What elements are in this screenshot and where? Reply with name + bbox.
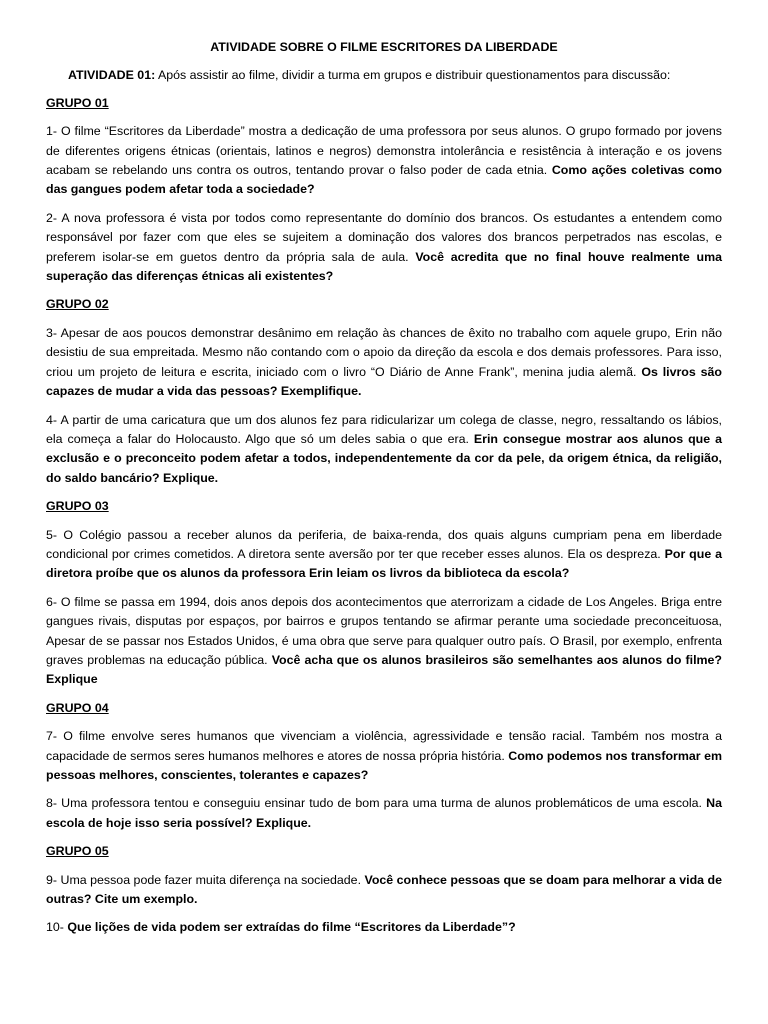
group-heading: GRUPO 01 bbox=[46, 95, 109, 110]
question-6 bbox=[46, 593, 722, 690]
activity-intro bbox=[68, 66, 722, 85]
question-7 bbox=[46, 727, 722, 785]
question-text: 4- A partir de uma caricatura que um dos alunos fez para ridicularizar um colega de classe, negro, ressaltando os lábios, ela começa a falar do Holocausto. Algo que só um deles sabia o que era. bbox=[46, 412, 722, 446]
question-prompt: Você conhece pessoas que se doam para melhorar a vida de outras? Cite um exemplo. bbox=[46, 872, 722, 907]
question-text: 6- O filme se passa em 1994, dois anos depois dos acontecimentos que aterrorizam a cidade de Los Angeles. Briga entre gangues rivais, disputas por espaços, por bairros e grupos tentando se afirmar perante uma sociedade preconceituosa, Apesar de se passar nos Estados Unidos, é uma obra que serve para qualquer outro país. O Brasil, por exemplo, enfrenta graves problemas na educação pública. bbox=[46, 594, 722, 667]
question-text: 8- Uma professora tentou e conseguiu ensinar tudo de bom para uma turma de alunos problemáticos de uma escola. bbox=[46, 796, 707, 811]
activity-label: ATIVIDADE 01: bbox=[68, 68, 156, 83]
question-prompt: Na escola de hoje isso seria possível? Explique. bbox=[46, 796, 722, 830]
question-10 bbox=[46, 918, 722, 937]
question-prompt: Por que a diretora proíbe que os alunos da professora Erin leiam os livros da biblioteca da escola? bbox=[46, 546, 722, 581]
group-heading: GRUPO 02 bbox=[46, 297, 109, 312]
question-text: 7- O filme envolve seres humanos que vivenciam a violência, agressividade e tensão racial. Também nos mostra a capacidade de sermos seres humanos melhores e atores de nossa própria história. bbox=[46, 729, 722, 763]
question-prompt: Erin consegue mostrar aos alunos que a exclusão e o preconceito podem afetar a todos, independentemente da cor da pele, da origem étnica, da religião, do saldo bancário? Explique. bbox=[46, 431, 722, 485]
question-9 bbox=[46, 871, 722, 910]
question-text: 5- O Colégio passou a receber alunos da periferia, de baixa-renda, dos quais alguns cumpriam pena em liberdade condicional por crimes cometidos. A diretora sente aversão por ter que receber esses alunos. Ela os despreza. bbox=[46, 527, 722, 561]
question-3 bbox=[46, 324, 722, 402]
document-title: ATIVIDADE SOBRE O FILME ESCRITORES DA LIBERDADE bbox=[210, 40, 558, 54]
question-text: 3- Apesar de aos poucos demonstrar desânimo em relação às chances de êxito no trabalho com aquele grupo, Erin não desistiu de sua empreitada. Mesmo não contando com o apoio da direção da escola e dos demais professores. Para isso, criou um projeto de leitura e escrita, iniciado com o livro “O Diário de Anne Frank”, menina judia alemã. bbox=[46, 325, 722, 379]
question-prompt: Que lições de vida podem ser extraídas do filme “Escritores da Liberdade”? bbox=[67, 920, 516, 935]
question-prompt: Como ações coletivas como das gangues podem afetar toda a sociedade? bbox=[46, 163, 722, 197]
question-5 bbox=[46, 526, 722, 584]
question-2 bbox=[46, 209, 722, 287]
question-text: 2- A nova professora é vista por todos como representante do domínio dos brancos. Os estudantes a entendem como responsável por fazer com que eles se sujeitem a dominação dos valores dos brancos perpetrados nas escolas, e preferem isolar-se em guetos dentro da própria sala de aula. bbox=[46, 210, 722, 264]
question-text: 1- O filme “Escritores da Liberdade” mostra a dedicação de uma professora por seus alunos. O grupo formado por jovens de diferentes origens étnicas (orientais, latinos e negros) demonstra intolerância e resistência à interação e os jovens acabam se rebelando uns contra os outros, tentando provar o falso poder de cada etnia. bbox=[46, 124, 722, 178]
question-prompt: Você acredita que no final houve realmente uma superação das diferenças étnicas ali existentes? bbox=[46, 249, 723, 284]
question-1 bbox=[46, 122, 722, 200]
question-prompt: Os livros são capazes de mudar a vida das pessoas? Exemplifique. bbox=[46, 364, 722, 399]
question-text: 9- Uma pessoa pode fazer muita diferença na sociedade. bbox=[46, 872, 365, 887]
activity-text: Após assistir ao filme, dividir a turma em grupos e distribuir questionamentos para discussão: bbox=[155, 68, 671, 83]
question-prompt: Você acha que os alunos brasileiros são semelhantes aos alunos do filme? Explique bbox=[46, 652, 722, 687]
question-4 bbox=[46, 411, 722, 489]
question-text: 10- bbox=[46, 920, 68, 935]
group-heading: GRUPO 03 bbox=[46, 499, 109, 514]
question-8 bbox=[46, 794, 722, 833]
group-heading: GRUPO 04 bbox=[46, 700, 109, 715]
group-heading: GRUPO 05 bbox=[46, 844, 109, 859]
question-prompt: Como podemos nos transformar em pessoas melhores, conscientes, tolerantes e capazes? bbox=[46, 748, 722, 782]
